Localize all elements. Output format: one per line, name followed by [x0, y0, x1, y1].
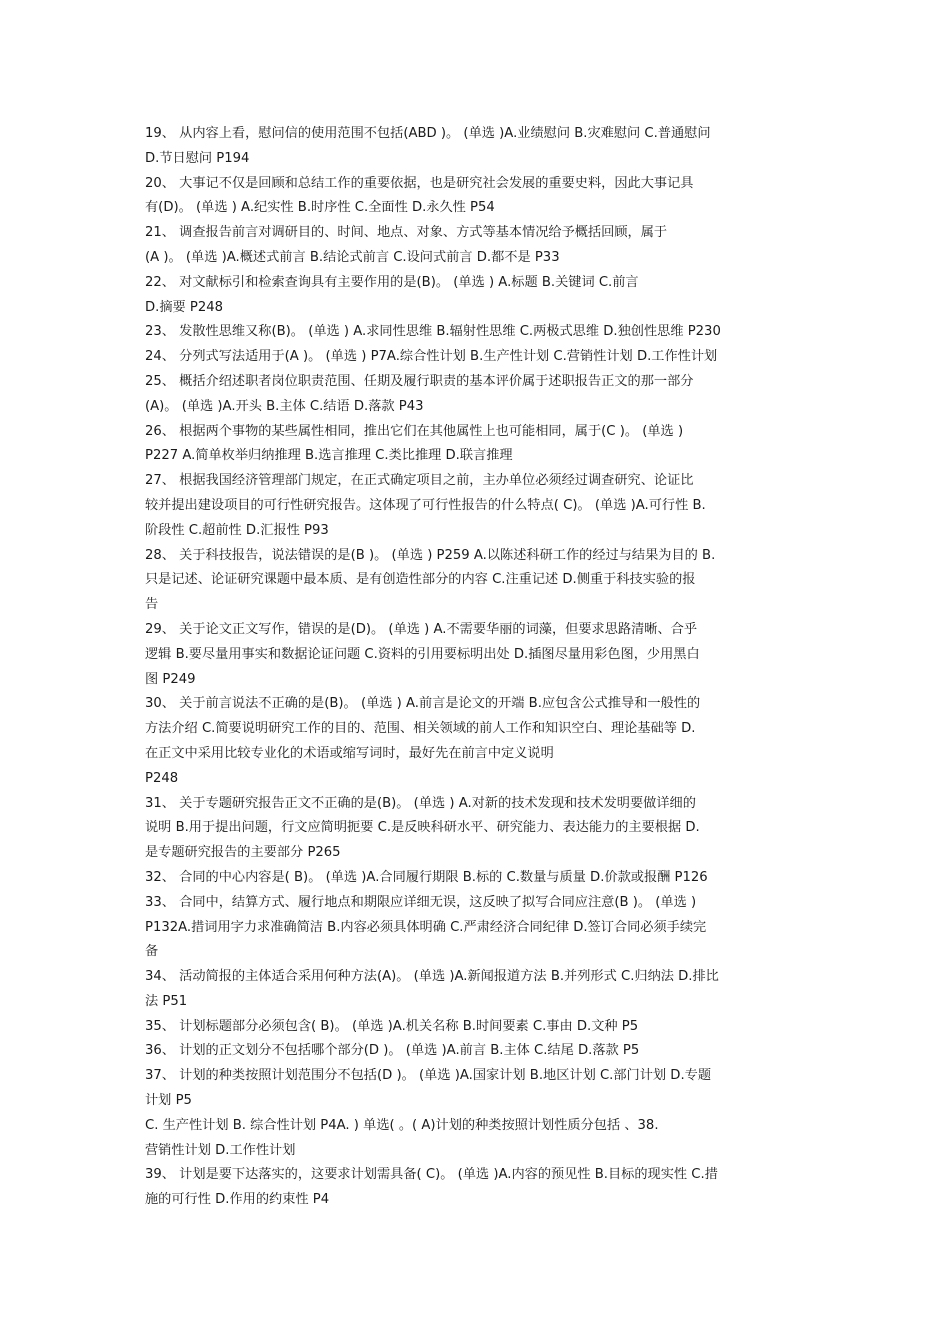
text-line: 营销性计划 D.工作性计划 [145, 1142, 296, 1158]
text-line: 逻辑 B.要尽量用事实和数据论证问题 C.资料的引用要标明出处 D.插图尽量用彩色图，少用黑白 [145, 646, 700, 662]
text-line: P248 [145, 770, 179, 786]
text-line: 只是记述、论证研究课题中最本质、是有创造性部分的内容 C.注重记述 D.侧重于科技实验的报 [145, 572, 696, 588]
text-line: 28、 关于科技报告，说法错误的是(B )。 (单选 ) P259 A.以陈述科研工作的经过与结果为目的 B. [145, 547, 716, 563]
text-line: 26、 根据两个事物的某些属性相同，推出它们在其他属性上也可能相同，属于(C )。 (单选 ) [145, 423, 684, 439]
text-line: 施的可行性 D.作用的约束性 P4 [145, 1192, 330, 1208]
text-line: 备 [145, 944, 159, 960]
text-line: 30、 关于前言说法不正确的是(B)。 (单选 ) A.前言是论文的开端 B.应包含公式推导和一般性的 [145, 696, 701, 712]
text-line: (A)。 (单选 )A.开头 B.主体 C.结语 D.落款 P43 [145, 398, 424, 414]
text-line: 在正文中采用比较专业化的术语或缩写词时，最好先在前言中定义说明 [145, 745, 554, 761]
text-line: 有(D)。 (单选 ) A.纪实性 B.时序性 C.全面性 D.永久性 P54 [145, 200, 495, 216]
text-line: P227 A.简单枚举归纳推理 B.选言推理 C.类比推理 D.联言推理 [145, 448, 513, 464]
question-list [145, 122, 807, 1213]
text-line: 较并提出建设项目的可行性研究报告。这体现了可行性报告的什么特点( C)。 (单选 )A.可行性 B. [145, 497, 706, 513]
text-line: 24、 分列式写法适用于(A )。 (单选 ) P7A.综合性计划 B.生产性计划 C.营销性计划 D.工作性计划 [145, 349, 718, 365]
text-line: 告 [145, 597, 159, 613]
text-line: (A )。 (单选 )A.概述式前言 B.结论式前言 C.设问式前言 D.都不是 P33 [145, 249, 560, 265]
text-line: 25、 概括介绍述职者岗位职责范围、任期及履行职责的基本评价属于述职报告正文的那一部分 [145, 373, 694, 389]
text-line: 说明 B.用于提出问题，行文应简明扼要 C.是反映科研水平、研究能力、表达能力的主要根据 D. [145, 820, 700, 836]
text-line: 19、 从内容上看，慰问信的使用范围不包括(ABD )。 (单选 )A.业绩慰问 B.灾难慰问 C.普通慰问 [145, 126, 711, 141]
text-line: 是专题研究报告的主要部分 P265 [145, 845, 341, 861]
text-line: 21、 调查报告前言对调研目的、时间、地点、对象、方式等基本情况给予概括回顾，属于 [145, 225, 668, 241]
text-line: 31、 关于专题研究报告正文不正确的是(B)。 (单选 ) A.对新的技术发现和技术发明要做详细的 [145, 795, 696, 811]
text-line: 图 P249 [145, 671, 196, 687]
text-line: 阶段性 C.超前性 D.汇报性 P93 [145, 522, 329, 538]
text-line: 20、 大事记不仅是回顾和总结工作的重要依据，也是研究社会发展的重要史料，因此大事记具 [145, 175, 694, 191]
text-line: 27、 根据我国经济管理部门规定，在正式确定项目之前，主办单位必须经过调查研究、论证比 [145, 473, 694, 489]
text-line: 32、 合同的中心内容是( B)。 (单选 )A.合同履行期限 B.标的 C.数量与质量 D.价款或报酬 P126 [145, 869, 708, 885]
text-line: D.节日慰问 P194 [145, 150, 250, 166]
text-line: 37、 计划的种类按照计划范围分不包括(D )。 (单选 )A.国家计划 B.地区计划 C.部门计划 D.专题 [145, 1068, 712, 1084]
text-line: 34、 活动简报的主体适合采用何种方法(A)。 (单选 )A.新闻报道方法 B.并列形式 C.归纳法 D.排比 [145, 969, 719, 985]
text-line: 39、 计划是要下达落实的，这要求计划需具备( C)。 (单选 )A.内容的预见性 B.目标的现实性 C.措 [145, 1167, 718, 1183]
text-line: 36、 计划的正文划分不包括哪个部分(D )。 (单选 )A.前言 B.主体 C.结尾 D.落款 P5 [145, 1043, 640, 1059]
text-line: D.摘要 P248 [145, 299, 224, 315]
text-line: 33、 合同中，结算方式、履行地点和期限应详细无误，这反映了拟写合同应注意(B )。 (单选 ) [145, 894, 697, 910]
text-line: P132A.措词用字力求准确简洁 B.内容必须具体明确 C.严肃经济合同纪律 D.签订合同必须手续完 [145, 919, 707, 935]
text-line: 计划 P5 [145, 1093, 192, 1109]
text-line: 方法介绍 C.简要说明研究工作的目的、范围、相关领域的前人工作和知识空白、理论基础等 D. [145, 721, 696, 737]
text-line: 22、 对文献标引和检索查询具有主要作用的是(B)。 (单选 ) A.标题 B.关键词 C.前言 [145, 274, 639, 290]
text-line: 法 P51 [145, 993, 188, 1009]
text-line: 35、 计划标题部分必须包含( B)。 (单选 )A.机关名称 B.时间要素 C.事由 D.文种 P5 [145, 1018, 639, 1034]
text-line: 29、 关于论文正文写作，错误的是(D)。 (单选 ) A.不需要华丽的词藻，但要求思路清晰、合乎 [145, 621, 698, 637]
text-line: C. 生产性计划 B. 综合性计划 P4A. ) 单选( 。( A)计划的种类按照计划性质分包括 、38. [145, 1117, 659, 1133]
text-line: 23、 发散性思维又称(B)。 (单选 ) A.求同性思维 B.辐射性思维 C.两极式思维 D.独创性思维 P230 [145, 324, 721, 340]
